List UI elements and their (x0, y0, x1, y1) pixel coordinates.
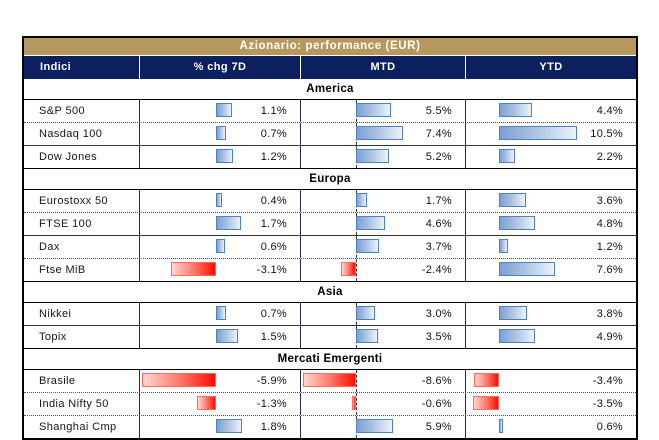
ytd-bar (499, 126, 577, 140)
cell-ytd (465, 303, 636, 325)
ytd-value: 10.5% (590, 128, 623, 140)
table-row (24, 122, 636, 145)
mtd-value: 4.6% (425, 218, 452, 230)
cell-ytd (465, 236, 636, 258)
section (24, 79, 636, 168)
mtd-bar (356, 126, 403, 140)
index-label: Dow Jones (39, 151, 98, 163)
cell-ytd (465, 100, 636, 122)
chg7d-bar (216, 329, 238, 343)
section-header: America (24, 79, 636, 100)
index-label: Ftse MiB (39, 264, 86, 276)
ytd-bar (499, 149, 515, 163)
column-header-row (24, 56, 636, 79)
cell-chg7d (139, 393, 300, 415)
table-row (24, 392, 636, 415)
ytd-value: 7.6% (596, 264, 623, 276)
cell-mtd (300, 100, 465, 122)
mtd-value: 5.2% (425, 151, 452, 163)
cell-chg7d (139, 213, 300, 235)
chg7d-value: 0.6% (260, 241, 287, 253)
mtd-value: -0.6% (421, 398, 452, 410)
mtd-bar (356, 149, 389, 163)
chg7d-value: 0.7% (260, 128, 287, 140)
ytd-value: 3.8% (596, 308, 623, 320)
mtd-axis-line (356, 370, 357, 392)
mtd-bar (356, 306, 375, 320)
ytd-bar (499, 193, 526, 207)
chg7d-value: 1.2% (260, 151, 287, 163)
chg7d-value: -5.9% (256, 375, 287, 387)
table-row (24, 303, 636, 325)
cell-mtd (300, 416, 465, 438)
chg7d-value: 1.7% (260, 218, 287, 230)
ytd-value: 1.2% (596, 241, 623, 253)
table-row (24, 100, 636, 122)
mtd-value: 5.5% (425, 105, 452, 117)
mtd-value: 7.4% (425, 128, 452, 140)
cell-chg7d (139, 146, 300, 168)
ytd-value: 0.6% (596, 421, 623, 433)
cell-ytd (465, 393, 636, 415)
table-row (24, 258, 636, 281)
section (24, 348, 636, 438)
chg7d-bar (216, 149, 233, 163)
chg7d-value: 0.7% (260, 308, 287, 320)
ytd-bar (499, 419, 503, 433)
table-row (24, 370, 636, 392)
section (24, 281, 636, 348)
chg7d-value: -3.1% (256, 264, 287, 276)
mtd-bar (356, 419, 393, 433)
mtd-bar (356, 103, 391, 117)
table-title: Azionario: performance (EUR) (24, 38, 636, 56)
mtd-bar (341, 262, 356, 276)
chg7d-bar (216, 193, 222, 207)
table-row (24, 415, 636, 438)
ytd-value: 4.8% (596, 218, 623, 230)
table-row (24, 190, 636, 212)
cell-chg7d (139, 190, 300, 212)
chg7d-bar (216, 103, 232, 117)
section-header: Asia (24, 282, 636, 303)
cell-ytd (465, 146, 636, 168)
cell-chg7d (139, 100, 300, 122)
table-body (24, 79, 636, 438)
ytd-value: 3.6% (596, 195, 623, 207)
chg7d-bar (216, 239, 225, 253)
table-row (24, 145, 636, 168)
ytd-value: 4.9% (596, 331, 623, 343)
cell-mtd (300, 146, 465, 168)
cell-ytd (465, 326, 636, 348)
chg7d-bar (142, 373, 216, 387)
ytd-bar (473, 396, 499, 410)
index-label: India Nifty 50 (39, 398, 109, 410)
column-header-mtd: MTD (300, 56, 465, 79)
mtd-value: 3.7% (425, 241, 452, 253)
cell-ytd (465, 370, 636, 392)
cell-mtd (300, 190, 465, 212)
cell-mtd (300, 326, 465, 348)
index-label: Eurostoxx 50 (39, 195, 109, 207)
cell-ytd (465, 213, 636, 235)
mtd-axis-line (356, 259, 357, 281)
section-header: Mercati Emergenti (24, 349, 636, 370)
cell-mtd (300, 259, 465, 281)
mtd-bar (356, 329, 378, 343)
chg7d-bar (216, 306, 226, 320)
table-row (24, 235, 636, 258)
index-label: Shanghai Cmp (39, 421, 117, 433)
mtd-value: 3.5% (425, 331, 452, 343)
index-label: Nasdaq 100 (39, 128, 103, 140)
cell-chg7d (139, 123, 300, 145)
mtd-bar (356, 216, 385, 230)
chg7d-value: 1.8% (260, 421, 287, 433)
chg7d-bar (216, 126, 226, 140)
index-label: Topix (39, 331, 67, 343)
chg7d-value: 1.1% (260, 105, 287, 117)
ytd-bar (499, 103, 532, 117)
section (24, 168, 636, 281)
ytd-value: -3.5% (592, 398, 623, 410)
ytd-value: 2.2% (596, 151, 623, 163)
ytd-bar (499, 239, 508, 253)
column-header-ytd: YTD (465, 56, 636, 79)
chg7d-bar (197, 396, 216, 410)
chg7d-bar (216, 216, 241, 230)
cell-ytd (465, 190, 636, 212)
mtd-bar (356, 193, 367, 207)
ytd-value: -3.4% (592, 375, 623, 387)
cell-mtd (300, 393, 465, 415)
cell-chg7d (139, 303, 300, 325)
index-label: Brasile (39, 375, 76, 387)
mtd-bar (356, 239, 379, 253)
mtd-value: -2.4% (421, 264, 452, 276)
table-row (24, 212, 636, 235)
chg7d-value: 0.4% (260, 195, 287, 207)
ytd-bar (499, 306, 527, 320)
cell-chg7d (139, 370, 300, 392)
mtd-bar (352, 396, 356, 410)
column-header-chg7d: % chg 7D (139, 56, 300, 79)
ytd-bar (499, 216, 535, 230)
cell-chg7d (139, 416, 300, 438)
chg7d-bar (171, 262, 216, 276)
index-label: S&P 500 (39, 105, 86, 117)
performance-table (22, 36, 638, 440)
mtd-axis-line (356, 393, 357, 415)
ytd-bar (499, 262, 555, 276)
ytd-bar (474, 373, 499, 387)
cell-mtd (300, 213, 465, 235)
mtd-value: 5.9% (425, 421, 452, 433)
ytd-value: 4.4% (596, 105, 623, 117)
cell-chg7d (139, 259, 300, 281)
cell-mtd (300, 370, 465, 392)
chg7d-value: 1.5% (260, 331, 287, 343)
cell-ytd (465, 416, 636, 438)
column-header-indici: Indici (40, 61, 72, 73)
cell-chg7d (139, 326, 300, 348)
mtd-value: 1.7% (425, 195, 452, 207)
index-label: Nikkei (39, 308, 72, 320)
mtd-bar (303, 373, 356, 387)
mtd-value: -8.6% (421, 375, 452, 387)
mtd-value: 3.0% (425, 308, 452, 320)
chg7d-bar (216, 419, 242, 433)
cell-mtd (300, 123, 465, 145)
chg7d-value: -1.3% (256, 398, 287, 410)
index-label: FTSE 100 (39, 218, 92, 230)
table-row (24, 325, 636, 348)
cell-chg7d (139, 236, 300, 258)
section-header: Europa (24, 169, 636, 190)
cell-ytd (465, 259, 636, 281)
index-label: Dax (39, 241, 60, 253)
ytd-bar (499, 329, 535, 343)
cell-ytd (465, 123, 636, 145)
cell-mtd (300, 303, 465, 325)
cell-mtd (300, 236, 465, 258)
